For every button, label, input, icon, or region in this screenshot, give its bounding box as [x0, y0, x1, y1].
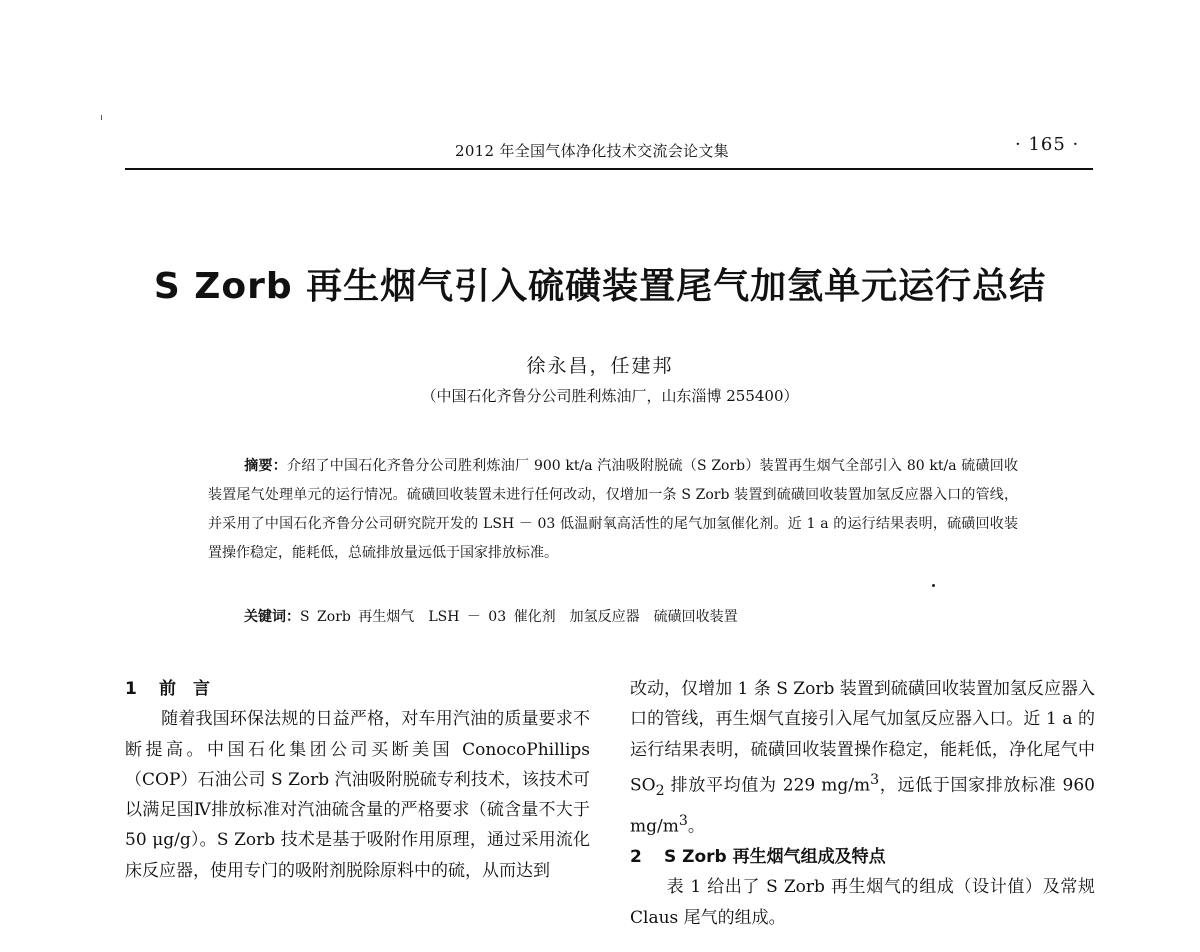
section-1-heading [125, 674, 590, 704]
keyword: LSH － 03 催化剂 [428, 609, 556, 625]
section-1-number: 1 [125, 679, 137, 699]
unit-superscript-2: 3 [678, 813, 688, 830]
paper-title: S Zorb 再生烟气引入硫磺装置尾气加氢单元运行总结 [153, 266, 1047, 307]
section-2-title: S Zorb 再生烟气组成及特点 [664, 847, 886, 868]
scan-artifact [101, 115, 102, 120]
continued-text-2: 排放平均值为 229 mg/m [664, 775, 871, 796]
right-column [630, 674, 1095, 933]
running-header-title: 2012 年全国气体净化技术交流会论文集 [455, 142, 729, 160]
section-1-text: 随着我国环保法规的日益严格，对车用汽油的质量要求不断提高。中国石化集团公司买断美国 ConocoPhillips（COP）石油公司 S Zorb 汽油吸附脱硫专利技术，该技术可以满足国Ⅳ排放标准对汽油硫含量的严格要求（硫含量不大于 50 μg/g）。S Zorb 技术是基于吸附作用原理，通过采用流化床反应器，使用专门的吸附剂脱除原料中的硫，从而达到 [125, 709, 590, 881]
affiliation: （中国石化齐鲁分公司胜利炼油厂，山东淄博 255400） [421, 387, 799, 405]
continued-text-3: ，远低于国家排放标准 960 mg/m [630, 775, 1095, 837]
section-2-heading [630, 842, 1095, 872]
abstract [208, 452, 1018, 568]
left-column [125, 674, 590, 886]
section-2-number: 2 [630, 847, 642, 868]
section-1-title: 前 言 [159, 679, 210, 699]
keyword: S Zorb 再生烟气 [300, 609, 415, 625]
section-2-text: 表 1 给出了 S Zorb 再生烟气的组成（设计值）及常规 Claus 尾气的组成。 [630, 877, 1095, 928]
keywords [244, 606, 752, 626]
keyword: 硫磺回收装置 [653, 609, 738, 625]
unit-superscript: 3 [870, 771, 880, 788]
abstract-text: 介绍了中国石化齐鲁分公司胜利炼油厂 900 kt/a 汽油吸附脱硫（S Zorb）装置再生烟气全部引入 80 kt/a 硫磺回收装置尾气处理单元的运行情况。硫磺回收装置未进行任何改动，仅增加一条 S Zorb 装置到硫磺回收装置加氢反应器入口的管线，并采用了中国石化齐鲁分公司研究院开发的 LSH － 03 低温耐氧高活性的尾气加氢催化剂。近 1 a 的运行结果表明，硫磺回收装置操作稳定，能耗低，总硫排放量远低于国家排放标准。 [208, 458, 1019, 561]
abstract-label: 摘要： [244, 458, 288, 474]
section-1-paragraph [125, 704, 590, 886]
scan-artifact-dot [932, 584, 935, 587]
header-rule [125, 168, 1093, 170]
so2-subscript: 2 [655, 782, 665, 799]
continued-text-1: 改动，仅增加 1 条 S Zorb 装置到硫磺回收装置加氢反应器入口的管线，再生烟气直接引入尾气加氢反应器入口。近 1 a 的运行结果表明，硫磺回收装置操作稳定，能耗低，净化尾气中 SO [630, 679, 1095, 796]
continued-text-4: 。 [687, 816, 705, 837]
keywords-label: 关键词： [244, 609, 300, 625]
page-number: · 165 · [1015, 134, 1080, 155]
keyword: 加氢反应器 [569, 609, 640, 625]
authors: 徐永昌，任建邦 [526, 355, 674, 377]
continued-paragraph [630, 674, 1095, 842]
section-2-paragraph [630, 872, 1095, 933]
